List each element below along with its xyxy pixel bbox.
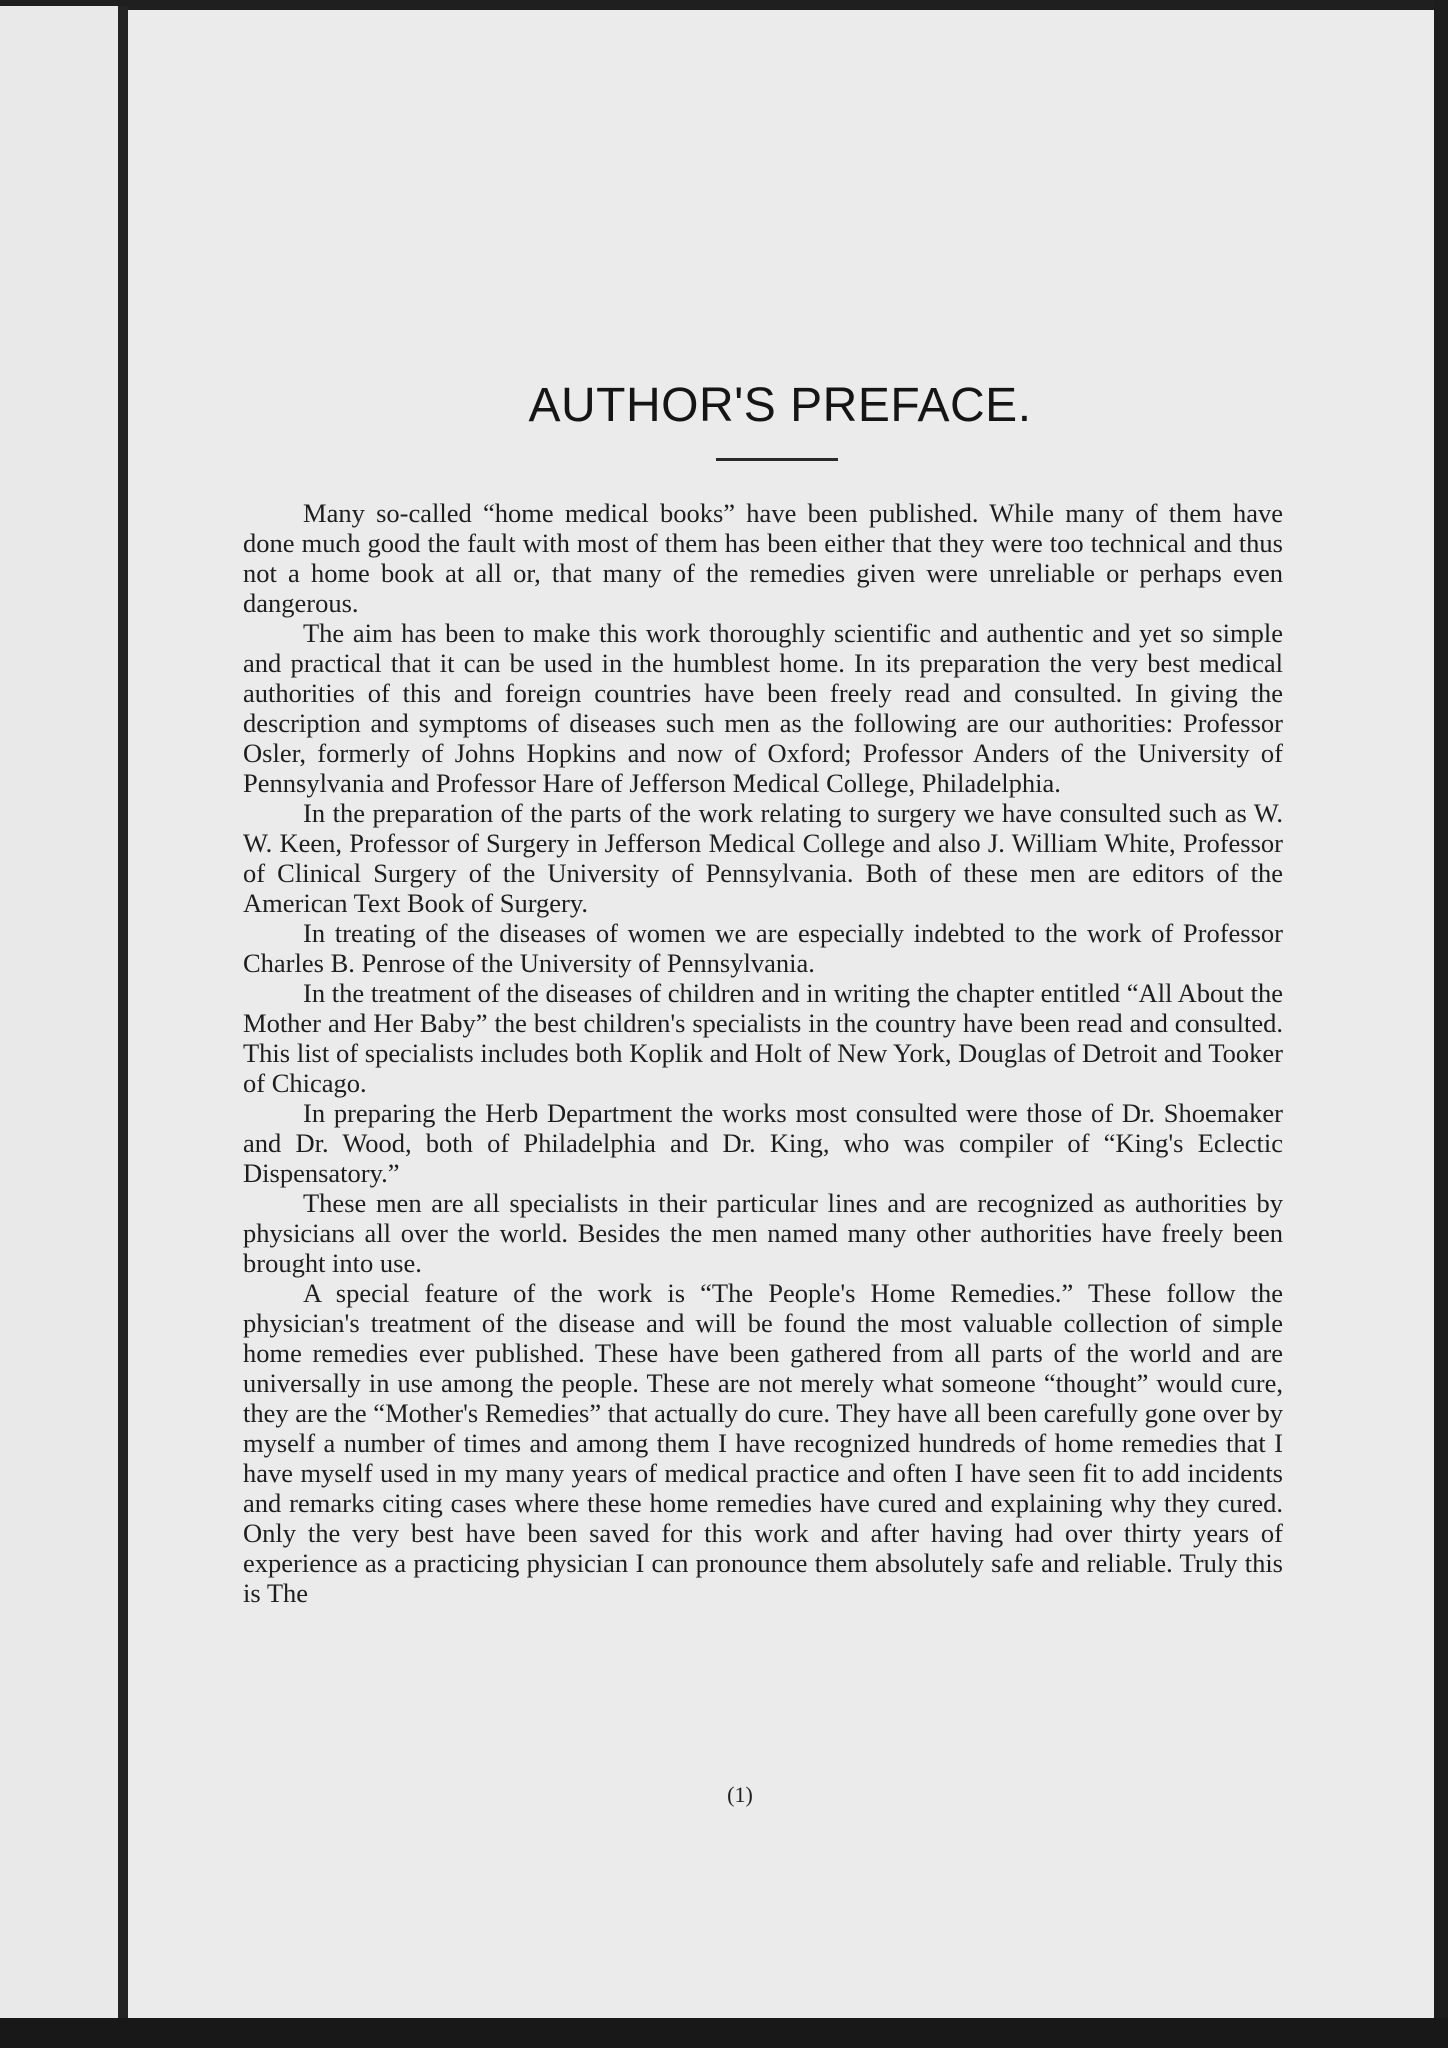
scan-right-edge — [1434, 0, 1448, 2048]
page-number: (1) — [727, 1782, 753, 1807]
facing-page-edge — [0, 6, 118, 2018]
paragraph: Many so-called “home medical books” have been published. While many of them have done much good the fault with most of them has been either that they were too technical and thus not a home book at all or, that many of the remedies given were unreliable or perhaps even dangerous. — [243, 498, 1283, 618]
scan-top-edge — [0, 0, 1448, 10]
title-divider — [716, 458, 838, 461]
book-gutter — [118, 6, 128, 2018]
page-title: AUTHOR'S PREFACE. — [528, 379, 1032, 432]
paragraph: These men are all specialists in their particular lines and are recognized as authorities by physicians all over the world. Besides the men named many other authorities have freely been brought into use. — [243, 1188, 1283, 1278]
preface-body — [243, 498, 1283, 1788]
paragraph: In preparing the Herb Department the works most consulted were those of Dr. Shoemaker and Dr. Wood, both of Philadelphia and Dr. King, who was compiler of “King's Eclectic Dispensatory.” — [243, 1098, 1283, 1188]
paragraph: In the treatment of the diseases of children and in writing the chapter entitled “All About the Mother and Her Baby” the best children's specialists in the country have been read and consulted. This list of specialists includes both Koplik and Holt of New York, Douglas of Detroit and Tooker of Chicago. — [243, 978, 1283, 1098]
paragraph: In the preparation of the parts of the work relating to surgery we have consulted such as W. W. Keen, Professor of Surgery in Jefferson Medical College and also J. William White, Professor of Clinical Surgery of the University of Pennsylvania. Both of these men are editors of the American Text Book of Surgery. — [243, 798, 1283, 918]
paragraph: In treating of the diseases of women we are especially indebted to the work of Professor Charles B. Penrose of the University of Pennsylvania. — [243, 918, 1283, 978]
paragraph: A special feature of the work is “The People's Home Remedies.” These follow the physician's treatment of the disease and will be found the most valuable collection of simple home remedies ever published. These have been gathered from all parts of the world and are universally in use among the people. These are not merely what someone “thought” would cure, they are the “Mother's Remedies” that actually do cure. They have all been carefully gone over by myself a number of times and among them I have recognized hundreds of home remedies that I have myself used in my many years of medical practice and often I have seen fit to add incidents and remarks citing cases where these home remedies have cured and explaining why they cured. Only the very best have been saved for this work and after having had over thirty years of experience as a practicing physician I can pronounce them absolutely safe and reliable. Truly this is The — [243, 1278, 1283, 1608]
scan-bottom-edge — [0, 2018, 1448, 2048]
paragraph: The aim has been to make this work thoroughly scientific and authentic and yet so simple and practical that it can be used in the humblest home. In its preparation the very best medical authorities of this and foreign countries have been freely read and consulted. In giving the description and symptoms of diseases such men as the following are our authorities: Professor Osler, formerly of Johns Hopkins and now of Oxford; Professor Anders of the University of Pennsylvania and Professor Hare of Jefferson Medical College, Philadelphia. — [243, 618, 1283, 798]
